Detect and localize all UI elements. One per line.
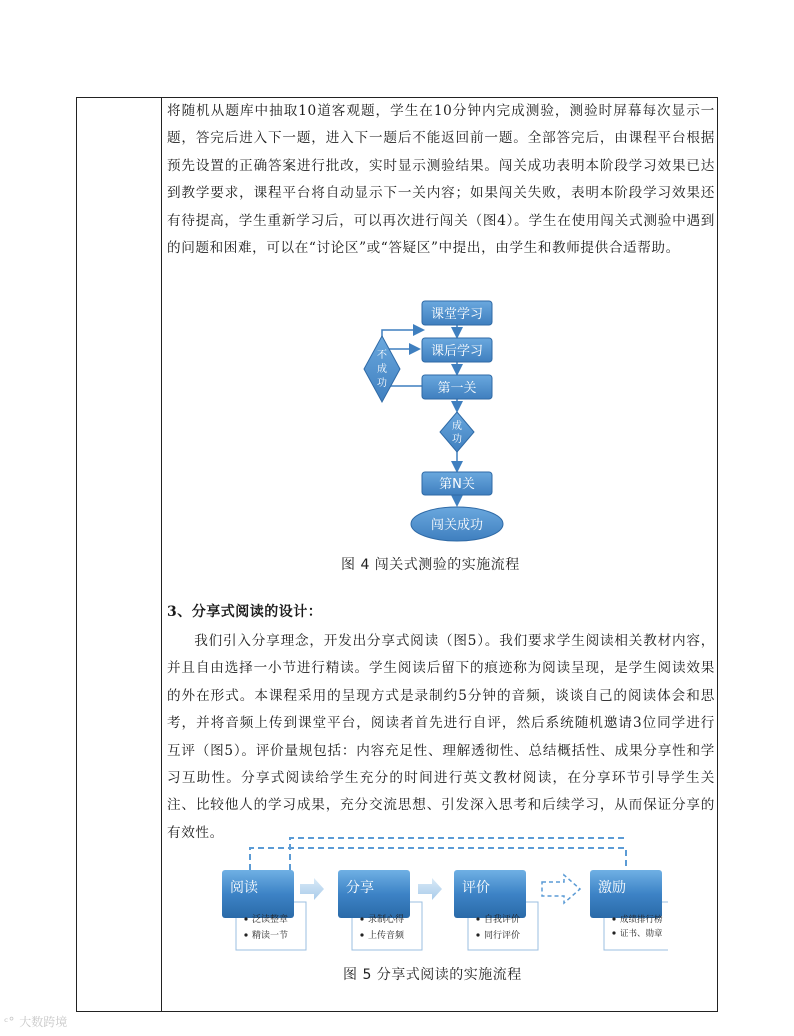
watermark-logo [4,1012,67,1030]
figure-4-caption: 图 4 闯关式测验的实施流程 [341,557,520,573]
decision-fail-line-2: 成 [377,364,387,375]
node-classroom-learning-label: 课堂学习 [430,307,484,322]
arrow-1 [300,878,324,900]
decision-success-line-1: 成 [452,421,462,432]
figure-5-caption: 图 5 分享式阅读的实施流程 [343,967,522,983]
decision-fail-line-1: 不 [377,350,387,361]
watermark-icon: ᶜ° [4,1015,15,1029]
step-read-item-1: 泛读整章 [252,915,289,925]
decision-fail-line-3: 功 [377,378,387,389]
decision-success-line-2: 功 [452,434,462,445]
paragraph-quiz-description: 将随机从题库中抽取10道客观题，学生在10分钟内完成测验，测验时屏幕每次显示一题，答完后进入下一题，进入下一题后不能返回前一题。全部答完后，由课程平台根据预先设置的正确答案进行批改，实时显示测验结果。闯关成功表明本阶段学习效果已达到教学要求，课程平台将自动显示下一关内容；如果闯关失败，表明本阶段学习效果还有待提高，学生重新学习后，可以再次进行闯关（图4）。学生在使用闯关式测验中遇到的问题和困难，可以在“讨论区”或“答疑区”中提出，由学生和教师提供合适帮助。 [167,103,715,257]
node-nth-level-label: 第N关 [439,477,475,492]
table-column-divider [161,98,162,1011]
node-after-class-learning-label: 课后学习 [430,344,484,359]
decision-success [440,412,474,452]
step-share-item-2: 上传音频 [368,931,405,941]
figure-4-flowchart [355,296,515,544]
step-evaluate-item-1: 自我评价 [484,915,521,925]
arrow-3 [542,875,580,903]
paragraph-shared-reading: 我们引入分享理念，开发出分享式阅读（图5）。我们要求学生阅读相关教材内容，并且自由选择一小节进行精读。学生阅读后留下的痕迹称为阅读呈现，是学生阅读效果的外在形式。本课程采用的呈现方式是录制约5分钟的音频，谈谈自己的阅读体会和思考，并将音频上传到课堂平台，阅读者首先进行自评，然后系统随机邀请3位同学进行互评（图5）。评价量规包括：内容充足性、理解透彻性、总结概括性、成果分享性和学习互助性。分享式阅读给学生充分的时间进行英文教材阅读，在分享环节引导学生关注、比较他人的学习成果，充分交流思想、引发深入思考和后续学习，从而保证分享的有效性。 [167,633,715,841]
step-motivate-title: 激励 [598,880,626,896]
step-evaluate-title: 评价 [462,880,490,896]
step-motivate-item-1: 成绩排行榜 [620,915,663,925]
step-read-title: 阅读 [230,880,258,896]
step-read-item-2: 精读一节 [252,931,289,941]
step-motivate-item-2: 证书、勋章 [620,929,663,939]
step-evaluate-item-2: 同行评价 [484,931,521,941]
watermark-text: 大数跨境 [19,1015,68,1029]
section-heading: 3、分享式阅读的设计： [167,604,323,620]
arrow-2 [418,878,442,900]
node-pass-label: 闯关成功 [430,518,484,533]
figure-5-process [218,828,668,956]
step-share-item-1: 录制心得 [368,915,405,925]
step-share-title: 分享 [346,880,374,896]
node-first-level-label: 第一关 [437,381,477,396]
